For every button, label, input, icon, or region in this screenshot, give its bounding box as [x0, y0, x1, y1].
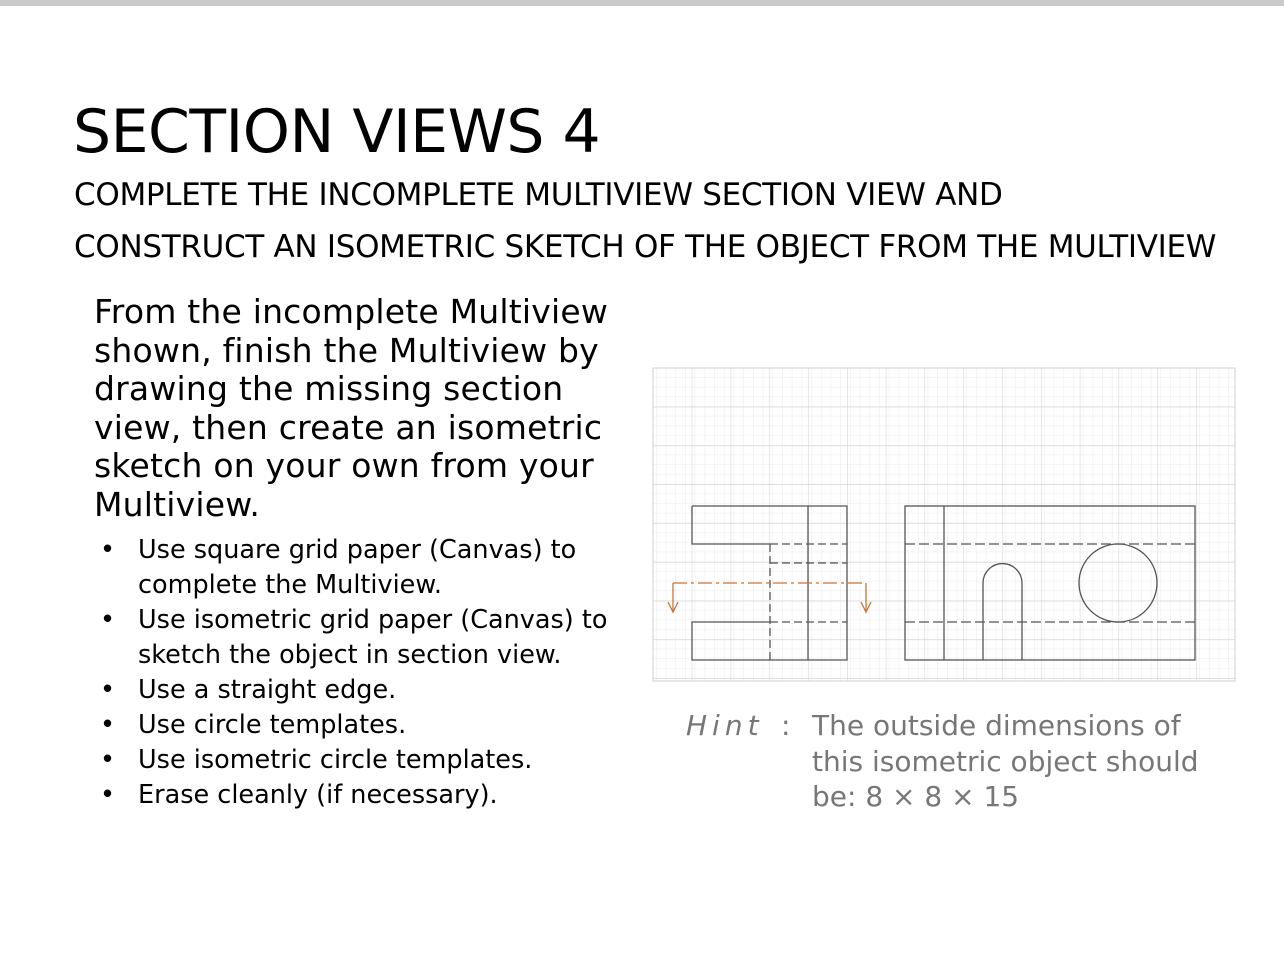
top-bar — [0, 0, 1284, 6]
subtitle-line-1: COMPLETE THE INCOMPLETE MULTIVIEW SECTION VIEW AND — [74, 177, 1003, 213]
list-item: • Erase cleanly (if necessary). — [100, 778, 660, 813]
hint-text: The outside dimensions of this isometric object should be: 8 × 8 × 15 — [812, 709, 1199, 813]
instruction-list — [100, 533, 660, 813]
hint-colon: : — [781, 709, 791, 742]
list-item: • Use isometric circle templates. — [100, 743, 660, 778]
slide-title: SECTION VIEWS 4 — [73, 97, 601, 167]
multiview-drawing — [650, 366, 1238, 684]
hint-label: Hint — [686, 709, 764, 742]
list-item: • Use a straight edge. — [100, 673, 660, 708]
list-item: • Use isometric grid paper (Canvas) to sketch the object in section view. — [100, 603, 660, 673]
instructions-paragraph: From the incomplete Multiview shown, finish the Multiview by drawing the missing section view, then create an isometric sketch on your own from your Multiview. — [94, 292, 609, 524]
list-item: • Use square grid paper (Canvas) to complete the Multiview. — [100, 533, 660, 603]
list-item: • Use circle templates. — [100, 708, 660, 743]
subtitle-line-2: CONSTRUCT AN ISOMETRIC SKETCH OF THE OBJECT FROM THE MULTIVIEW — [74, 229, 1217, 265]
